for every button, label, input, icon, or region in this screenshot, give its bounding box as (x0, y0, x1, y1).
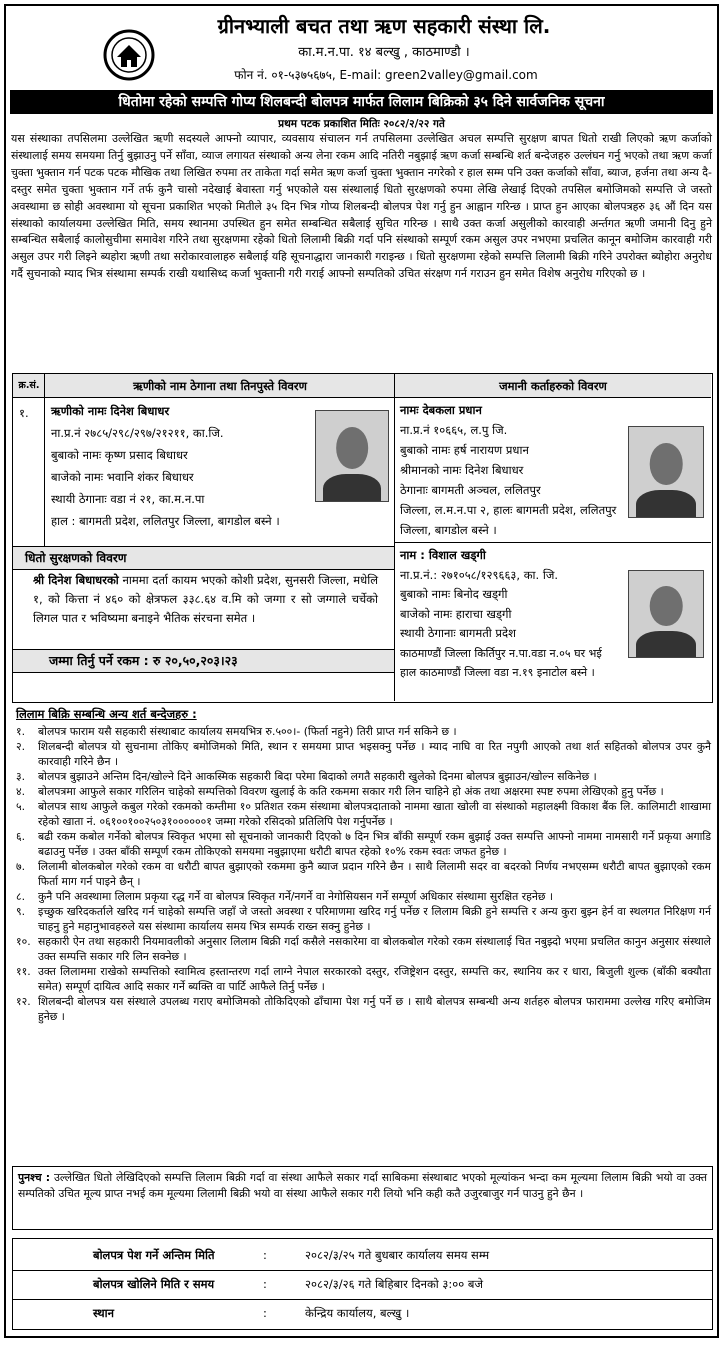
guarantor-1-line: ना.प्र.नं १०६६५, ल.पु जि. (400, 423, 508, 437)
borrower-line: ना.प्र.नं २७८५/२९८/२९७/२१२११, का.जि. (51, 426, 224, 440)
guarantor-2-line: बाजेको नामः हाराचा खड्गी (400, 606, 512, 621)
condition-item: ५. बोलपत्र साथ आफुले कबुल गरेको रकमको कम्तीमा १० प्रतिशत रकम संस्थामा बोलपत्रदाताको नाममा खाता खोली वा संस्थाको महालक्ष्मी विकाश बैंक लि. कालिमाटी शाखामा रहेको खाता नं. ०६१००१००२५०३१००००००१ जम्मा गरेको रसिदको प्रतिलिपि पेश गर्नुपर्नेछ । (16, 800, 711, 828)
borrower-line: हाल : बागमती प्रदेश, ललितपुर जिल्ला, बागडोल बस्ने । (51, 514, 280, 528)
guarantor-2-name: नाम : विशाल खड्गी (400, 548, 486, 562)
row-sn: १. (19, 406, 29, 420)
condition-item: ८. कुनै पनि अवस्थामा लिलाम प्रकृया रद्ध गर्ने वा बोलपत्र स्विकृत गर्ने/नगर्ने वा नेगोसियसन गर्ने सम्पूर्ण अधिकार संस्थामा सुरक्षित रहनेछ । (16, 890, 553, 903)
borrower-line: बाजेको नामः भवानि शंकर बिधाधर (51, 470, 194, 484)
guarantor-2-line: स्थायी ठेगानाः बागमती प्रदेश (400, 626, 516, 640)
guarantor-2-line: काठमाण्डौं जिल्ला किर्तिपुर न.पा.वडा न.०५ घर भई (400, 646, 602, 660)
borrower-photo (315, 410, 389, 502)
schedule-row: बोलपत्र खोलिने मिति र समय : २०८२/३/२६ गते बिहिबार दिनको ३:०० बजे (93, 1277, 483, 1291)
organization-address: का.म.न.पा. १४ बल्खु , काठमाण्डौ । (298, 45, 470, 60)
guarantor-1-photo (628, 426, 704, 518)
condition-item: १. बोलपत्र फाराम यसै सहकारी संस्थाबाट कार्यालय समयभित्र रु.५००।- (फिर्ता नहुने) तिरी प्राप्त गर्न सकिने छ । (16, 725, 457, 738)
guarantor-2-line: हाल काठमाण्डौं जिल्ला वडा न.१९ इनाटोल बस्ने । (400, 666, 595, 679)
divider (44, 374, 45, 546)
schedule-box (12, 1238, 713, 1330)
divider (13, 672, 395, 673)
security-details (33, 571, 378, 628)
divider (13, 569, 395, 570)
borrower-line: स्थायी ठेगानाः वडा नं २१, का.म.न.पा (51, 492, 205, 506)
borrower-details (51, 400, 311, 532)
notice-page (4, 4, 719, 1338)
notice-title-banner: धितोमा रहेको सम्पत्ति गोप्य शिलबन्दी बोलपत्र मार्फत लिलाम बिक्रिको ३५ दिने सार्वजनिक सूचना (10, 90, 713, 114)
guarantor-2-line: बुबाको नामः बिनोद खड्गी (400, 587, 508, 601)
condition-item: ४. बोलपत्रमा आफुले सकार गरिलिन चाहेको सम्पत्तिको विवरण खुलाई के कति रकममा सकार गरी लिन चाहिने हो अंक तथा अक्षरमा स्पष्ट रुपमा लेखिएको हुनु पर्नेछ । (16, 785, 664, 798)
borrower-name: ऋणीको नामः दिनेश बिधाधर (51, 404, 170, 418)
condition-item: २. शिलबन्दी बोलपत्र यो सुचनामा तोकिए बमोजिमको मिति, स्थान र समयमा प्राप्त भइसक्नु पर्नेछ । म्याद नाघि वा रित नपुगी आएको तथा शर्त सहितको बोलपत्र उपर कुनै कारवाही गरिने छैन । (16, 740, 711, 768)
column-header-guarantor: जमानी कर्ताहरुको विवरण (395, 374, 711, 398)
header (6, 6, 717, 90)
column-header-sn: क्र.सं. (13, 374, 45, 398)
postscript-note (12, 1166, 713, 1230)
divider (394, 374, 395, 701)
security-owner: श्री दिनेश बिधाधरको (33, 573, 119, 587)
cooperative-logo-icon (103, 29, 155, 81)
conditions-list (16, 724, 711, 1024)
notice-body: यस संस्थाका तपसिलमा उल्लेखित ऋणी सदस्यले आफ्नो व्यापार, व्यवसाय संचालन गर्न तपसिलमा उल्लेखित अचल सम्पत्ति सुरक्षण बापत धितो राखी लिएको ऋण कर्जाको संस्थालाई समय समयमा तिर्नु बुझाउनु पर्ने साँवा, व्याज लगायत संस्थाको अन्य लेना रकम आदि नतिरी नबुझाई ऋण कर्जा सम्बन्धि शर्त बन्देजहरु उल्लंघन गर्नु भएको तथा ऋण कर्जा चुक्ता भुक्तान गर्न पटक पटक मौखिक तथा लिखित रुपमा तर ताकेता गर्दा समेत ऋण कर्जा चुक्ता भुक्तान नगरेको र हाल सम्म पनि उक्त कर्जाको साँवा, ब्याज, हर्जना तथा अन्य दै-दस्तुर समेत चुक्ता भुक्तान गर्ने तर्फ कुनै चासो नदेखाई बेवास्ता गर्नु भएकोले यस संस्थालाई धितो सुरक्षणको रुपमा लेखि लेखाई दिएको तपसिल बमोजिमको सम्पत्ति जे जस्तो अवस्थामा छ सोही अवस्थामा यो सूचना प्रकाशित भएको मितीले ३५ दिन भित्र गोप्य शिलबन्दी बोलपत्र पेश गर्नु हुन आह्वान गरिन्छ । प्राप्त हुन आएका बोलपत्रहरु ३६ औं दिन यस संस्थाको कार्यालयमा उल्लेखित मिति, समय स्थानमा उपस्थित हुन समेत सम्बन्धित सबैलाई सुचित गरिन्छ । साथै उक्त कर्जा असुलीको कारवाही अर्न्तगत ऋणी जमानी दिनु हुने सम्बन्धित सबैलाई कालोसुचीमा समावेश गरिने तथा सुरक्षणमा रहेको धितो लिलामी बिक्री गर्दा पनि संस्थाको सम्पूर्ण रकम असुल उपर नभएमा प्रचलित कानून बमोजिम कारवाही गरी असुल उपर गरी लिइने ब्यहोरा ऋणी तथा सरोकारवालाहरु सबैलाई यहि सूचनाद्धारा जानकारी गराइन्छ । धितो सुरक्षणमा रहेको सम्पत्ति लिलामी बिक्री गरिने उपरोक्त ब्योहोरा अनुरोध गर्दै सुचनाको म्याद भित्र संस्थामा सम्पर्क राखी यथासिध्द कर्जा भुक्तानी गरी गराई आफ्नो सम्पतिको उचित संरक्षण गर्न गराउन हुन समेत विशेष अनुरोध गरिएको छ । (11, 132, 712, 281)
condition-item: ७. लिलामी बोलकबोल गरेको रकम वा धरौटी बापत बुझाएको रकममा कुनै ब्याज प्रदान गरिने छैन । साथै लिलामी सदर वा बदरको निर्णय नभएसम्म धरौटी बापत बुझाएको रकम फिर्ता माग गर्न पाइने छैन् । (16, 860, 711, 888)
postscript-label: पुनश्च : (18, 1171, 51, 1184)
organization-name: ग्रीनभ्याली बचत तथा ऋण सहकारी संस्था लि. (217, 14, 551, 38)
security-title: धितो सुरक्षणको विवरण (13, 547, 394, 569)
divider (395, 542, 711, 543)
conditions-title: लिलाम बिक्रि सम्बन्धि अन्य शर्त बन्देजहरु : (16, 707, 197, 721)
column-header-borrower: ऋणीको नाम ठेगाना तथा तिनपुस्ते विवरण (45, 374, 395, 398)
guarantor-1-line: बुबाको नामः हर्ष नारायण प्रधान (400, 443, 529, 457)
schedule-row: बोलपत्र पेश गर्ने अन्तिम मिति : २०८२/३/२५ गते बुधबार कार्यालय समय सम्म (93, 1248, 490, 1262)
condition-item: ११. उक्त लिलाममा राखेको सम्पत्तिको स्वामित्व हस्तान्तरण गर्दा लाग्ने नेपाल सरकारको दस्तुर, रजिष्ट्रेशन दस्तुर, सम्पत्ति कर, स्थानिय कर र धारा, बिजुली शुल्क (बाँकी बक्यौता समेत) सम्पूर्ण दायित्व आदि सकार गर्ने ब्यक्ति वा पार्टि आफैले तिर्नु पर्नेछ । (16, 965, 711, 993)
organization-contact: फोन नं. ०१-५३७५६७५, E-mail: green2valley@gmail.com (234, 68, 538, 82)
guarantor-1-line: ठेगानाः बागमती अञ्चल, ललितपुर (400, 483, 541, 497)
guarantor-1-line: श्रीमानको नामः दिनेश बिधाधर (400, 463, 524, 477)
condition-item: १२. शिलबन्दी बोलपत्र यस संस्थाले उपलब्ध गराए बमोजिमको तोकिदिएको ढाँचामा पेश गर्नु पर्ने छ । साथै बोलपत्र सम्बन्धी अन्य शर्तहरु बोलपत्र फाराममा उल्लेख गरिए बमोजिम हुनेछ । (16, 995, 711, 1023)
guarantor-2-photo (628, 570, 704, 658)
security-description: नाममा दर्ता कायम भएको कोशी प्रदेश, सुनसरी जिल्ला, मधेलि १, को कित्ता नं ४६० को क्षेत्रफल ३३८.६४ व.मि को जग्गा र सो जग्गाले चर्चेको लिगल पात र भविष्यमा बनाइने भैतिक संरचना समेत । (33, 573, 378, 625)
guarantor-1-name: नामः देबकला प्रधान (400, 403, 482, 417)
guarantor-1-line: जिल्ला, बागडोल बस्ने । (400, 523, 497, 537)
condition-item: ६. बढी रकम कबोल गर्नेको बोलपत्र स्विकृत भएमा सो सूचनाको जानकारी दिएको ७ दिन भित्र बाँकी सम्पूर्ण रकम बुझाई उक्त सम्पत्ति आफ्नो नाममा नामसारी गर्ने प्रकृया अगाडि बढाउनु पर्नेछ । उक्त बाँकी सम्पूर्ण रकम तोकिएको समयमा नबुझाएमा धरौटी बापत रहेको १०% रकम स्वतः जफत हुनेछ । (16, 830, 711, 858)
total-due: जम्मा तिर्नु पर्ने रकम : रु २०,५०,२०३।२३ (13, 650, 394, 672)
publication-date: प्रथम पटक प्रकाशित मितिः २०८२/२/२२ गते (278, 118, 445, 130)
postscript-text: उल्लेखित धितो लेखिदिएको सम्पत्ति लिलाम बिक्री गर्दा वा संस्था आफैले सकार गर्दा साबिकमा संस्थाबाट भएको मूल्यांकन भन्दा कम मूल्यमा लिलाम बिक्री भयो वा उक्त सम्पतिको उचित मूल्य प्राप्त नभई कम मूल्यमा लिलामी बिक्री भयो वा संस्था आफैले सकार गरी लियो भनि कही कतै उजुरबाजुर गर्न पाउनु हुने छैन । (18, 1171, 708, 1200)
condition-item: ३. बोलपत्र बुझाउने अन्तिम दिन/खोल्ने दिने आकस्मिक सहकारी बिदा परेमा बिदाको लगतै सहकारी खुलेको दिनमा बोलपत्र बुझाउन/खोल्न सकिनेछ । (16, 770, 597, 783)
condition-item: ९. इच्छुक खरिदकर्ताले खरिद गर्न चाहेको सम्पत्ति जहाँ जे जस्तो अवस्था र परिमाणमा खरिद गर्नु पर्नेछ र लिलाम बिक्री हुने सम्पत्ति र अन्य कुरा बुझ्न हेर्न वा स्थलगत निरिक्षण गर्न चाहनु हुने महानुभावहरुले यस संस्थामा कार्यालय समय भित्र सम्पर्क राख्न सक्नु हुनेछ । (16, 905, 711, 933)
condition-item: १०. सहकारी ऐन तथा सहकारी नियमावलीको अनुसार लिलाम बिक्री गर्दा कसैले नसकारेमा वा बोलकबोल गरेको रकम संस्थालाई चित नबुझ्दो भएमा प्रचलित कानुन अनुसार संस्थाले उक्त सम्पत्ति सकार गरि लिन सक्नेछ । (16, 935, 711, 963)
details-table (12, 373, 713, 703)
schedule-row: स्थान : केन्द्रिय कार्यालय, बल्खु । (93, 1306, 410, 1320)
guarantor-1-line: जिल्ला, ल.म.न.पा २, हालः बागमती प्रदेश, ललितपुर (400, 503, 617, 517)
guarantor-2-line: ना.प्र.नं.: २७१०५८/१२९६६३, का. जि. (400, 567, 559, 582)
borrower-line: बुबाको नामः कृष्ण प्रसाद बिधाधर (51, 448, 188, 462)
